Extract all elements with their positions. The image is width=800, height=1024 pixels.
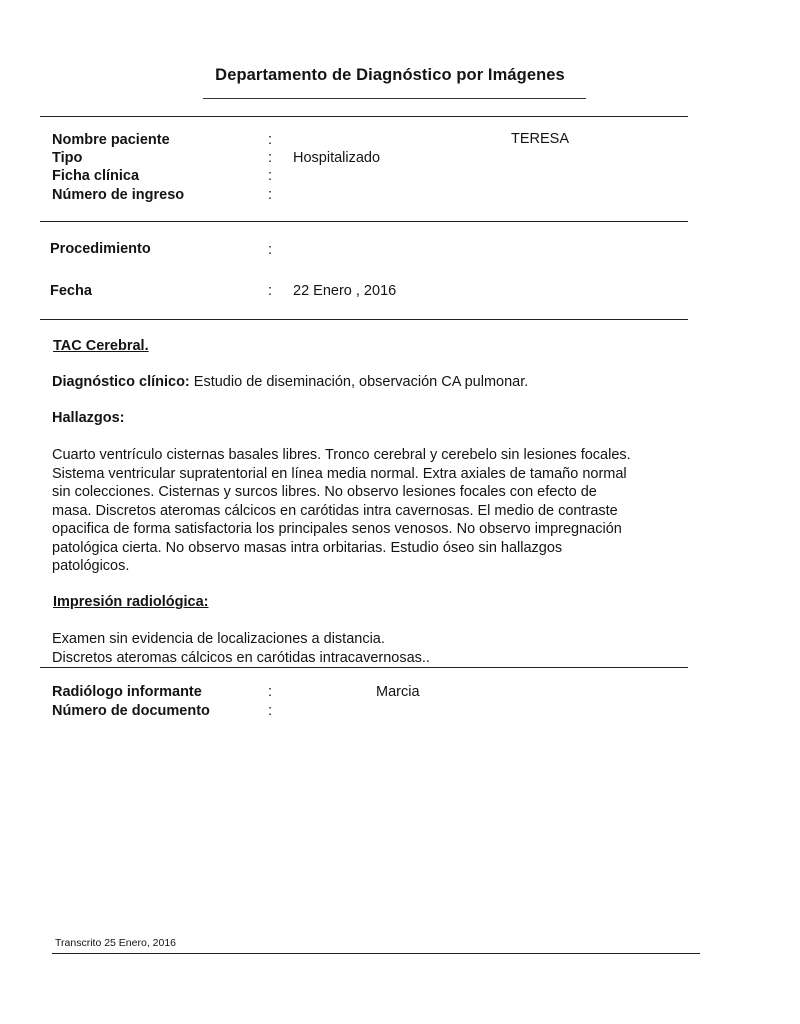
radiologist-label: Radiólogo informante (52, 684, 202, 700)
study-title: TAC Cerebral. (53, 338, 149, 354)
colon: : (268, 703, 273, 719)
divider (40, 116, 688, 117)
impression-label: Impresión radiológica: (53, 594, 209, 610)
divider (40, 221, 688, 222)
colon: : (268, 684, 273, 700)
clinical-record-label: Ficha clínica (52, 168, 140, 184)
findings-label: Hallazgos: (52, 410, 125, 426)
findings-text (52, 446, 702, 576)
page-title: Departamento de Diagnóstico por Imágenes (215, 66, 565, 84)
procedure-label: Procedimiento (50, 241, 151, 257)
colon: : (268, 150, 273, 166)
colon: : (268, 242, 273, 258)
diagnosis-value: Estudio de diseminación, observación CA pulmonar. (193, 374, 529, 390)
colon: : (268, 132, 273, 148)
findings-line: patológicos. (52, 558, 130, 574)
findings-line: opacifica de forma satisfactoria los principales senos venosos. No observo impregnación (52, 521, 622, 537)
impression-line: Examen sin evidencia de localizaciones a distancia. (52, 631, 385, 647)
transcribed-date: Transcrito 25 Enero, 2016 (55, 937, 177, 949)
radiologist-value: Marcia (376, 684, 420, 700)
impression-text (52, 630, 702, 667)
colon: : (268, 187, 273, 203)
colon: : (268, 168, 273, 184)
footer-divider (52, 953, 700, 954)
title-underline (203, 98, 586, 99)
admission-number-label: Número de ingreso (52, 187, 185, 203)
diagnosis-label: Diagnóstico clínico: (52, 374, 190, 390)
findings-line: masa. Discretos ateromas cálcicos en carótidas intra cavernosas. El medio de contraste (52, 502, 618, 519)
patient-type-value: Hospitalizado (293, 150, 381, 166)
findings-line: patológica cierta. No observo masas intra orbitarias. Estudio óseo sin hallazgos (52, 539, 563, 556)
impression-line: Discretos ateromas cálcicos en carótidas intracavernosas.. (52, 649, 430, 666)
patient-name-value: TERESA (511, 131, 570, 147)
date-label: Fecha (50, 283, 92, 299)
colon: : (268, 283, 273, 299)
patient-type-label: Tipo (52, 150, 83, 166)
findings-line: sin colecciones. Cisternas y surcos libres. No observo lesiones focales con efecto de (52, 484, 597, 500)
patient-name-label: Nombre paciente (52, 132, 170, 148)
findings-line: Sistema ventricular supratentorial en línea media normal. Extra axiales de tamaño normal (52, 465, 627, 482)
clinical-diagnosis (52, 373, 702, 392)
divider (40, 319, 688, 320)
document-number-label: Número de documento (52, 703, 210, 719)
findings-line: Cuarto ventrículo cisternas basales libres. Tronco cerebral y cerebelo sin lesiones focales. (52, 447, 631, 463)
divider (40, 667, 688, 668)
date-value: 22 Enero , 2016 (293, 283, 397, 299)
